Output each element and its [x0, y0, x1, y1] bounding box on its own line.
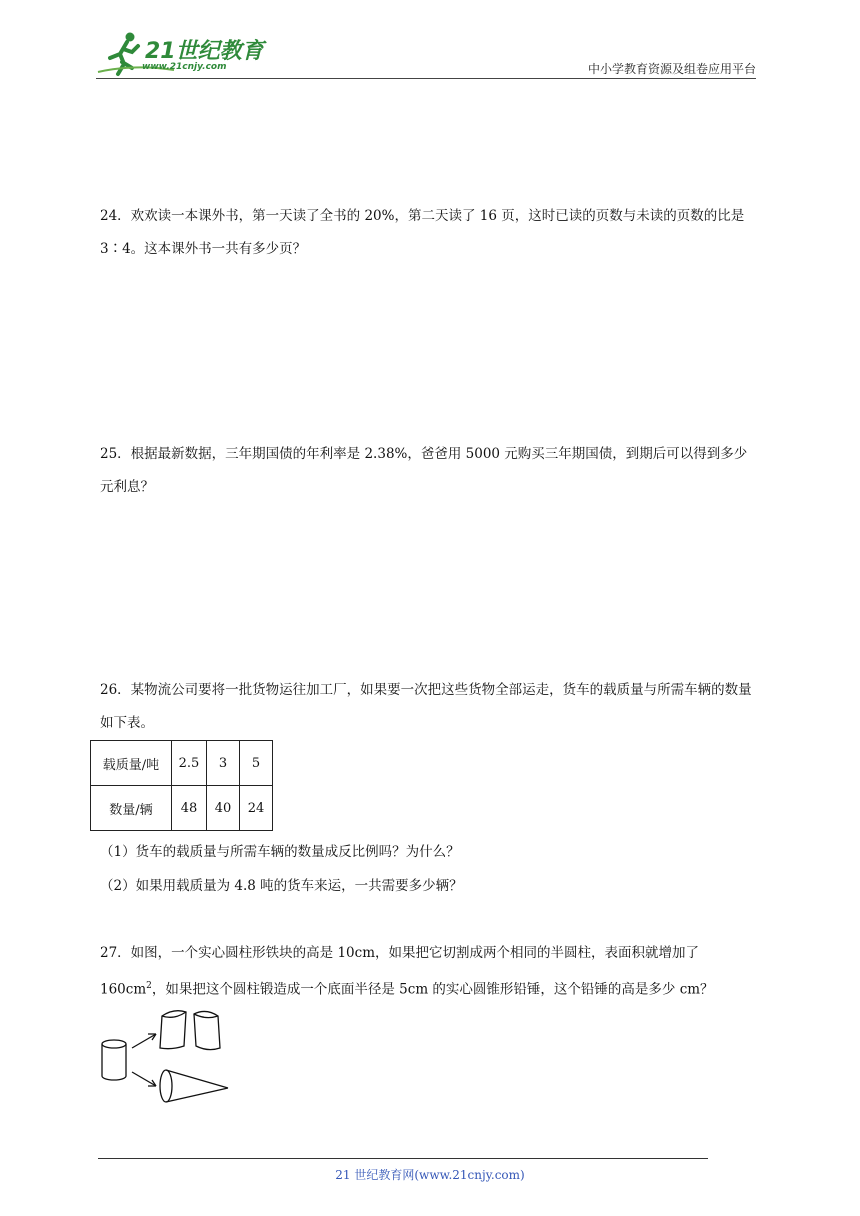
question-26-sub2: （2）如果用载质量为 4.8 吨的货车来运，一共需要多少辆？ — [100, 878, 463, 894]
table-row-header: 载质量/吨 — [91, 741, 172, 786]
cylinder-icon — [102, 1040, 126, 1080]
table-cell: 48 — [172, 786, 207, 831]
question-27 — [100, 937, 760, 1007]
table-row — [91, 741, 273, 786]
arrow-icon — [132, 1034, 156, 1048]
arrow-icon — [132, 1072, 156, 1086]
table-cell: 3 — [207, 741, 240, 786]
half-cylinder-icon — [160, 1011, 186, 1049]
table-cell: 24 — [240, 786, 273, 831]
half-cylinder-icon — [194, 1011, 220, 1049]
question-25: 25．根据最新数据，三年期国债的年利率是 2.38%，爸爸用 5000 元购买三年期国债，到期后可以得到多少元利息？ — [100, 446, 748, 495]
header-platform-text: 中小学教育资源及组卷应用平台 — [587, 62, 756, 76]
table-cell: 40 — [207, 786, 240, 831]
question-27-text-b: ，如果把这个圆柱锻造成一个底面半径是 5cm 的实心圆锥形铅锤，这个铅锤的高是多少 cm？ — [151, 981, 714, 998]
question-27-text-a: 27．如图，一个实心圆柱形铁块的高是 10cm，如果把它切割成两个相同的半圆柱，表面积就增加了 160cm — [100, 945, 700, 998]
table-row — [91, 786, 273, 831]
cone-icon — [160, 1070, 228, 1102]
cylinder-cone-figure — [98, 1006, 238, 1110]
question-26: 26．某物流公司要将一批货物运往加工厂，如果要一次把这些货物全部运走，货车的载质量与所需车辆的数量如下表。 — [100, 682, 752, 731]
header-divider — [96, 78, 756, 79]
table-row-header: 数量/辆 — [91, 786, 172, 831]
table-cell: 5 — [240, 741, 273, 786]
question-26-sub1: （1）货车的载质量与所需车辆的数量成反比例吗？为什么？ — [100, 844, 460, 860]
question-24: 24．欢欢读一本课外书，第一天读了全书的 20%，第二天读了 16 页，这时已读的页数与未读的页数的比是 3∶4。这本课外书一共有多少页？ — [100, 208, 745, 257]
footer-divider — [98, 1158, 708, 1159]
logo-url: www.21cnjy.com — [142, 62, 227, 72]
table-cell: 2.5 — [172, 741, 207, 786]
load-capacity-table — [90, 740, 273, 831]
footer-text: 21 世纪教育网(www.21cnjy.com) — [335, 1168, 525, 1182]
superscript: 2 — [146, 981, 152, 991]
logo-text: 21世纪教育 — [145, 39, 264, 64]
